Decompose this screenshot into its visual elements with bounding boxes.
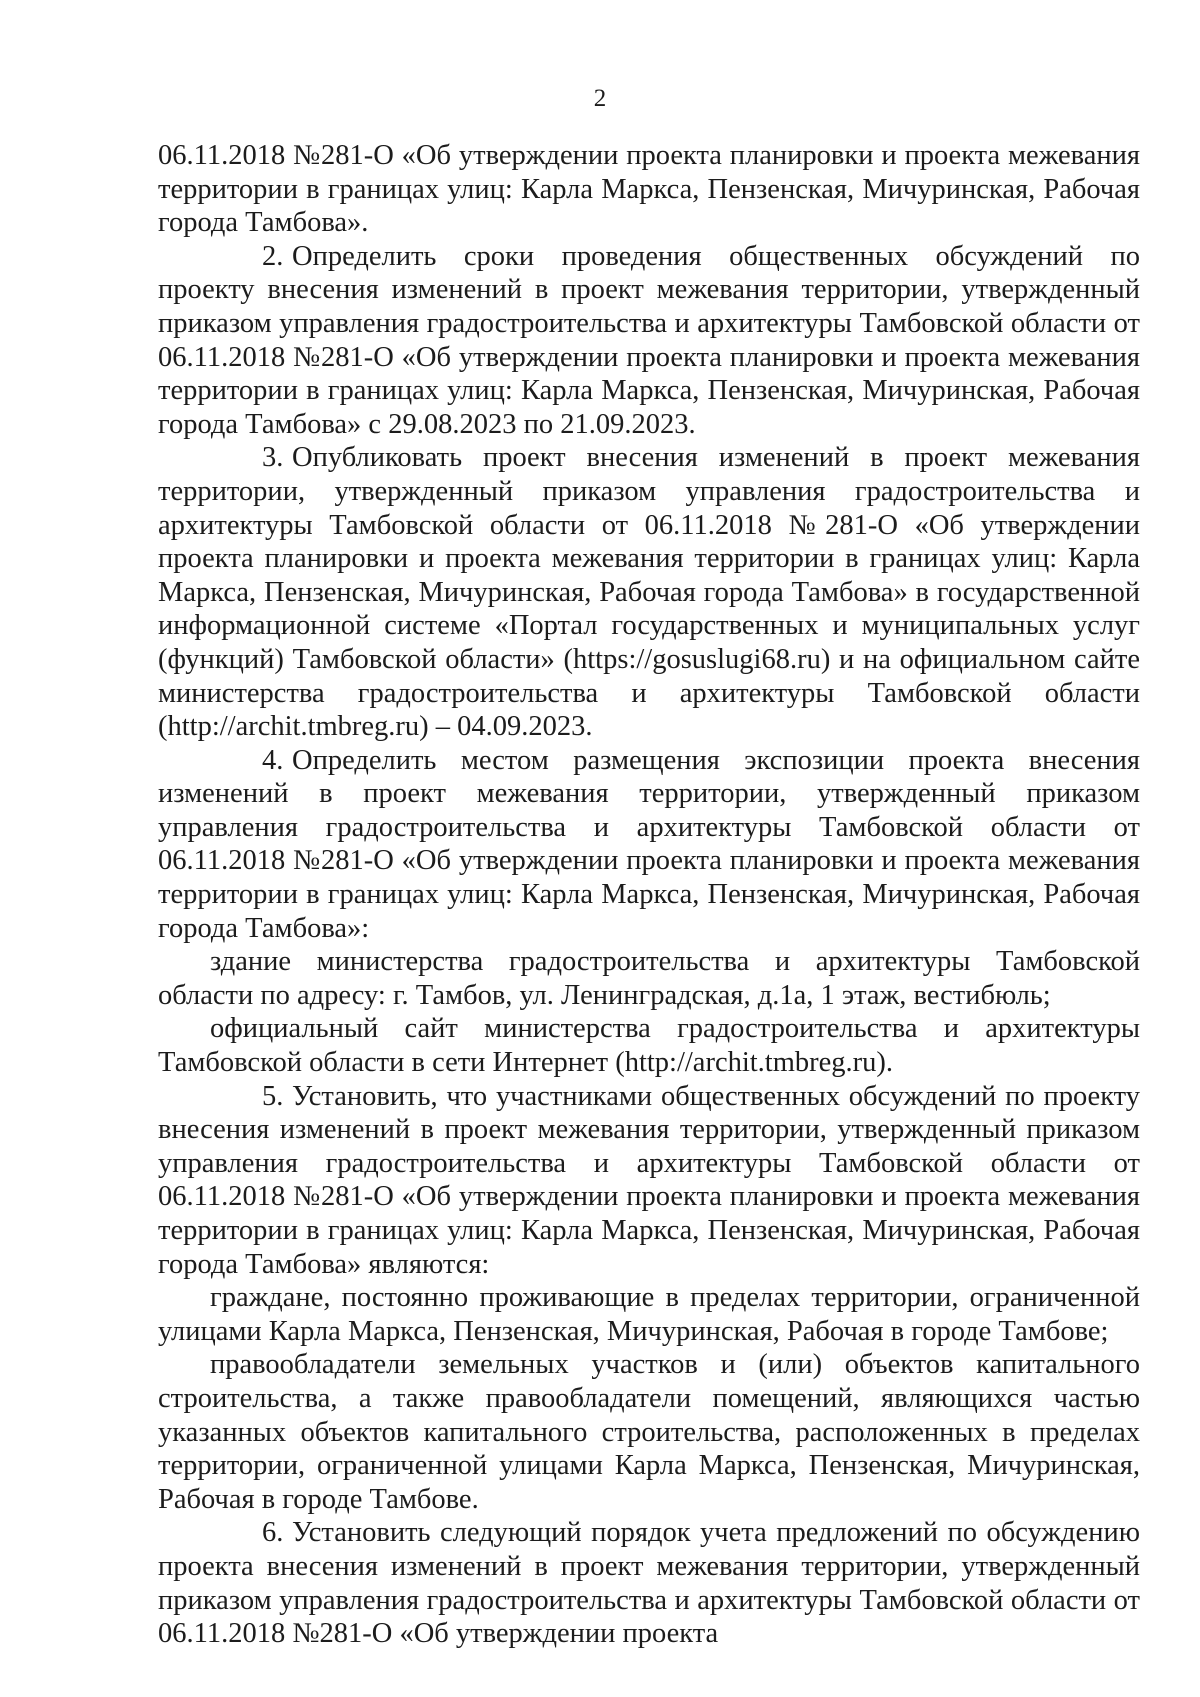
item-number: 2. (262, 240, 284, 272)
sub-paragraph-citizens: граждане, постоянно проживающие в пределах территории, ограниченной улицами Карла Маркса, Пензенская, Мичуринская, Рабочая в городе Тамбове; (158, 1282, 1140, 1347)
item-text: Установить, что участниками общественных обсуждений по проекту внесения изменений в проект межевания территории, утвержденный приказом управления градостроительства и архитектуры Тамбовской области от 06.11.2018 №281-О «Об утверждении проекта планировки и проекта межевания территории в границах улиц: Карла Маркса, Пензенская, Мичуринская, Рабочая города Тамбова» являются: (158, 1080, 1140, 1280)
sub-paragraph-rightholders: правообладатели земельных участков и (или) объектов капитального строительства, а также правообладатели помещений, являющихся частью указанных объектов капитального строительства, расположенных в пределах территории, ограниченной улицами Карла Маркса, Пензенская, Мичуринская, Рабочая в городе Тамбове. (158, 1349, 1140, 1515)
item-6 (158, 1516, 1140, 1650)
item-number: 5. (262, 1080, 284, 1112)
item-2 (158, 240, 1140, 442)
item-text: Определить сроки проведения общественных обсуждений по проекту внесения изменений в проект межевания территории, утвержденный приказом управления градостроительства и архитектуры Тамбовской области от 06.11.2018 №281-О «Об утверждении проекта планировки и проекта межевания территории в границах улиц: Карла Маркса, Пензенская, Мичуринская, Рабочая города Тамбова» с 29.08.2023 по 21.09.2023. (158, 240, 1140, 440)
item-number: 4. (262, 744, 284, 776)
item-3 (158, 441, 1140, 743)
document-body (158, 139, 1140, 1651)
item-number: 6. (262, 1517, 284, 1549)
sub-paragraph-building: здание министерства градостроительства и архитектуры Тамбовской области по адресу: г. Тамбов, ул. Ленинградская, д.1а, 1 этаж, вестибюль; (158, 946, 1140, 1011)
paragraph-continuation: 06.11.2018 №281-О «Об утверждении проекта планировки и проекта межевания территории в границах улиц: Карла Маркса, Пензенская, Мичуринская, Рабочая города Тамбова». (158, 140, 1140, 239)
item-5 (158, 1080, 1140, 1282)
item-number: 3. (262, 442, 284, 474)
sub-paragraph-website: официальный сайт министерства градостроительства и архитектуры Тамбовской области в сети Интернет (http://archit.tmbreg.ru). (158, 1013, 1140, 1079)
page-number: 2 (593, 85, 607, 112)
item-text: Установить следующий порядок учета предложений по обсуждению проекта внесения изменений в проект межевания территории, утвержденный приказом управления градостроительства и архитектуры Тамбовской области от 06.11.2018 №281-О «Об утверждении проекта (158, 1517, 1140, 1650)
item-text: Опубликовать проект внесения изменений в проект межевания территории, утвержденный приказом управления градостроительства и архитектуры Тамбовской области от 06.11.2018 №281-О «Об утверждении проекта планировки и проекта межевания территории в границах улиц: Карла Маркса, Пензенская, Мичуринская, Рабочая города Тамбова» в государственной информационной системе «Портал государственных и муниципальных услуг (функций) Тамбовской области» (https://gosuslugi68.ru) и на официальном сайте министерства градостроительства и архитектуры Тамбовской области (http://archit.tmbreg.ru) – 04.09.2023. (158, 442, 1140, 743)
item-4 (158, 744, 1140, 946)
item-text: Определить местом размещения экспозиции проекта внесения изменений в проект межевания территории, утвержденный приказом управления градостроительства и архитектуры Тамбовской области от 06.11.2018 №281-О «Об утверждении проекта планировки и проекта межевания территории в границах улиц: Карла Маркса, Пензенская, Мичуринская, Рабочая города Тамбова»: (158, 744, 1140, 944)
